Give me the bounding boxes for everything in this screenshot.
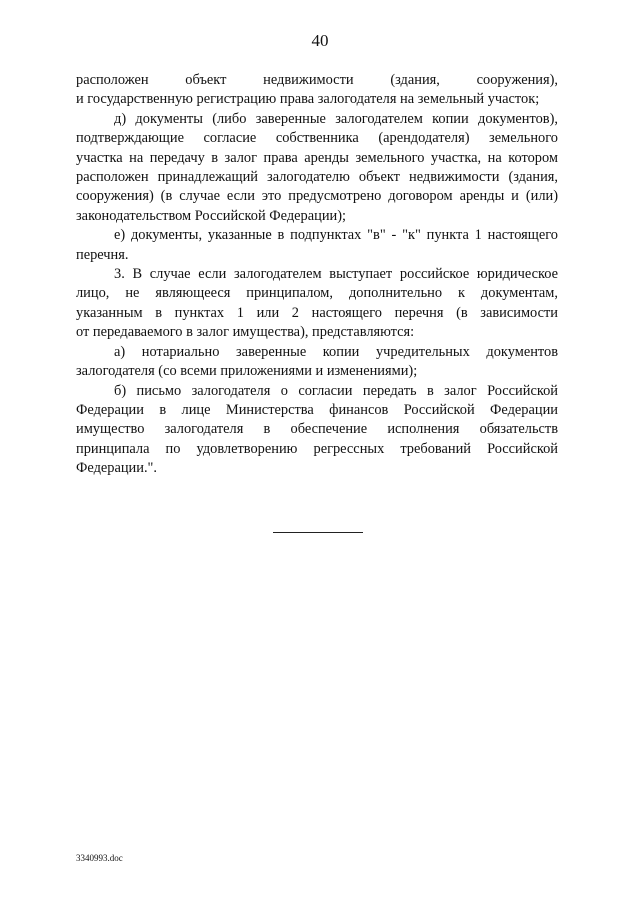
footer-filename: 3340993.doc xyxy=(76,853,123,863)
text-line: 3. В случае если залогодателем выступает российское юридическое xyxy=(114,266,558,283)
text-line: Федерации в лице Министерства финансов Российской Федерации xyxy=(76,401,558,418)
document-body xyxy=(76,71,558,479)
text-line: залогодателя (со всеми приложениями и изменениями); xyxy=(76,363,418,380)
text-line: имущество залогодателя в обеспечение исполнения обязательств xyxy=(76,421,558,438)
text-line: принципала по удовлетворению регрессных требований Российской xyxy=(76,440,558,457)
text-line: законодательством Российской Федерации); xyxy=(76,207,347,224)
text-line: указанным в пунктах 1 или 2 настоящего перечня (в зависимости xyxy=(76,304,558,321)
separator-line xyxy=(273,532,363,533)
page-number: 40 xyxy=(311,31,329,50)
text-line: подтверждающие согласие собственника (арендодателя) земельного xyxy=(76,130,558,147)
text-line: расположен объект недвижимости (здания, сооружения), xyxy=(76,72,558,88)
text-line: а) нотариально заверенные копии учредительных документов xyxy=(114,343,558,360)
text-line: и государственную регистрацию права залогодателя на земельный участок; xyxy=(76,91,540,108)
text-line: перечня. xyxy=(76,246,129,263)
text-line: е) документы, указанные в подпунктах "в" - "к" пункта 1 настоящего xyxy=(114,227,558,244)
text-line: участка на передачу в залог права аренды земельного участка, на котором xyxy=(76,149,558,166)
text-line: д) документы (либо заверенные залогодателем копии документов), xyxy=(114,110,558,127)
text-line: б) письмо залогодателя о согласии передать в залог Российской xyxy=(114,382,558,399)
text-line: Федерации.". xyxy=(76,460,158,477)
text-line: расположен принадлежащий залогодателю объект недвижимости (здания, xyxy=(76,169,558,186)
text-line: сооружения) (в случае если это предусмотрено договором аренды и (или) xyxy=(76,188,558,205)
text-line: лицо, не являющееся принципалом, дополнительно к документам, xyxy=(76,285,558,302)
text-line: от передаваемого в залог имущества), представляются: xyxy=(76,324,415,341)
